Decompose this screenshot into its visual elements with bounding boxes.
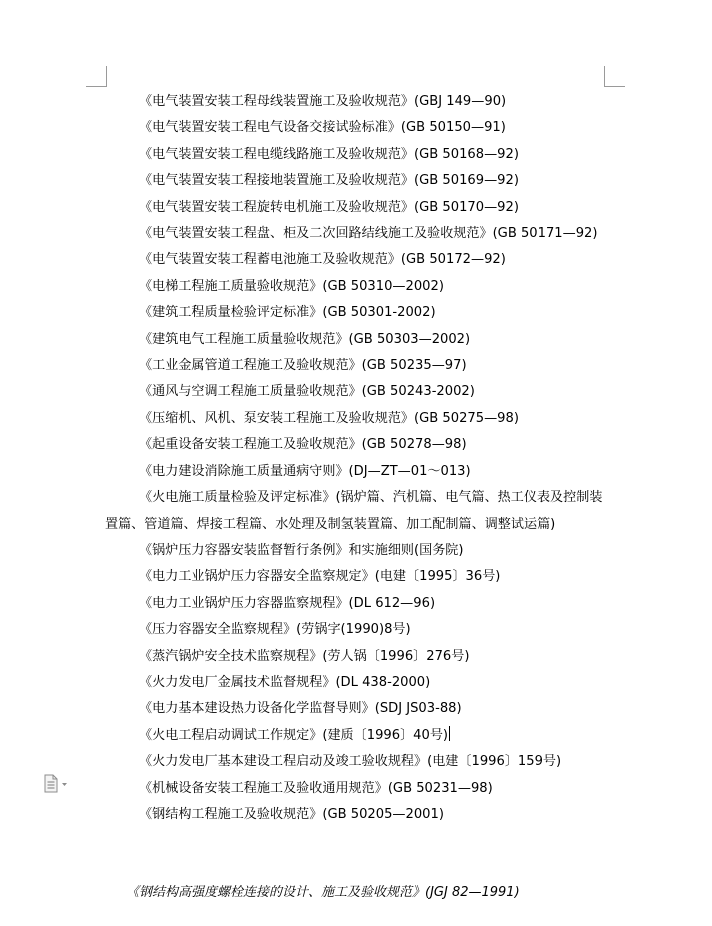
document-line: 《电梯工程施工质量验收规范》(GB 50310—2002) bbox=[139, 278, 444, 294]
document-line: 《起重设备安装工程施工及验收规范》(GB 50278—98) bbox=[139, 437, 467, 453]
document-line: 《电气装置安装工程蓄电池施工及验收规范》(GB 50172—92) bbox=[139, 252, 506, 268]
document-line: 《电力工业锅炉压力容器安全监察规定》(电建〔1995〕36号) bbox=[139, 569, 501, 585]
document-line: 《电气装置安装工程母线装置施工及验收规范》(GBJ 149—90) bbox=[139, 94, 507, 109]
document-body[interactable] bbox=[105, 89, 605, 828]
document-line: 《电力建设消除施工质量通病守则》(DJ—ZT—01～013) bbox=[139, 463, 471, 479]
document-line: 《压力容器安全监察规程》(劳锅字(1990)8号) bbox=[139, 622, 411, 638]
document-line: 《锅炉压力容器安装监督暂行条例》和实施细则(国务院) bbox=[139, 542, 464, 558]
document-line: 《电气装置安装工程旋转电机施工及验收规范》(GB 50170—92) bbox=[139, 199, 519, 215]
document-line: 《电气装置安装工程盘、柜及二次回路结线施工及验收规范》(GB 50171—92) bbox=[139, 226, 598, 242]
document-line-with-cursor bbox=[105, 723, 605, 749]
document-line: 《机械设备安装工程施工及验收通用规范》(GB 50231—98) bbox=[139, 780, 493, 796]
crop-mark-top-left bbox=[86, 66, 107, 87]
document-icon-graphic bbox=[43, 774, 69, 794]
document-line: 《钢结构工程施工及验收规范》(GB 50205—2001) bbox=[139, 806, 444, 822]
document-line: 《建筑工程质量检验评定标准》(GB 50301-2002) bbox=[139, 305, 436, 321]
document-line: 《压缩机、风机、泵安装工程施工及验收规范》(GB 50275—98) bbox=[139, 410, 519, 426]
document-line: 《建筑电气工程施工质量验收规范》(GB 50303—2002) bbox=[139, 331, 471, 347]
document-line-text: 《火电工程启动调试工作规定》(建质〔1996〕40号) bbox=[139, 727, 449, 743]
document-line: 《电力基本建设热力设备化学监督导则》(SDJ JS03-88) bbox=[139, 701, 462, 717]
document-line: 《火力发电厂金属技术监督规程》(DL 438-2000) bbox=[139, 674, 431, 690]
crop-mark-top-right bbox=[604, 66, 625, 87]
document-line: 《电力工业锅炉压力容器监察规程》(DL 612—96) bbox=[139, 595, 436, 611]
document-line: 《电气装置安装工程电缆线路施工及验收规范》(GB 50168—92) bbox=[139, 146, 519, 162]
document-line: 《火力发电厂基本建设工程启动及竣工验收规程》(电建〔1996〕159号) bbox=[139, 754, 562, 770]
document-line: 《电气装置安装工程接地装置施工及验收规范》(GB 50169—92) bbox=[139, 173, 519, 189]
document-footer-line: 《钢结构高强度螺栓连接的设计、施工及验收规范》(JGJ 82—1991) bbox=[126, 885, 520, 900]
document-line: 《火电施工质量检验及评定标准》(锅炉篇、汽机篇、电气篇、热工仪表及控制装置篇、管道篇、焊接工程篇、水处理及制氢装置篇、加工配制篇、调整试运篇) bbox=[105, 490, 603, 532]
document-line: 《工业金属管道工程施工及验收规范》(GB 50235—97) bbox=[139, 358, 467, 374]
document-line: 《蒸汽锅炉安全技术监察规程》(劳人锅〔1996〕276号) bbox=[139, 648, 470, 664]
text-cursor bbox=[449, 726, 450, 741]
document-line: 《通风与空调工程施工质量验收规范》(GB 50243-2002) bbox=[139, 384, 475, 400]
document-paste-options-icon[interactable] bbox=[43, 774, 69, 794]
document-line: 《电气装置安装工程电气设备交接试验标准》(GB 50150—91) bbox=[139, 120, 506, 136]
